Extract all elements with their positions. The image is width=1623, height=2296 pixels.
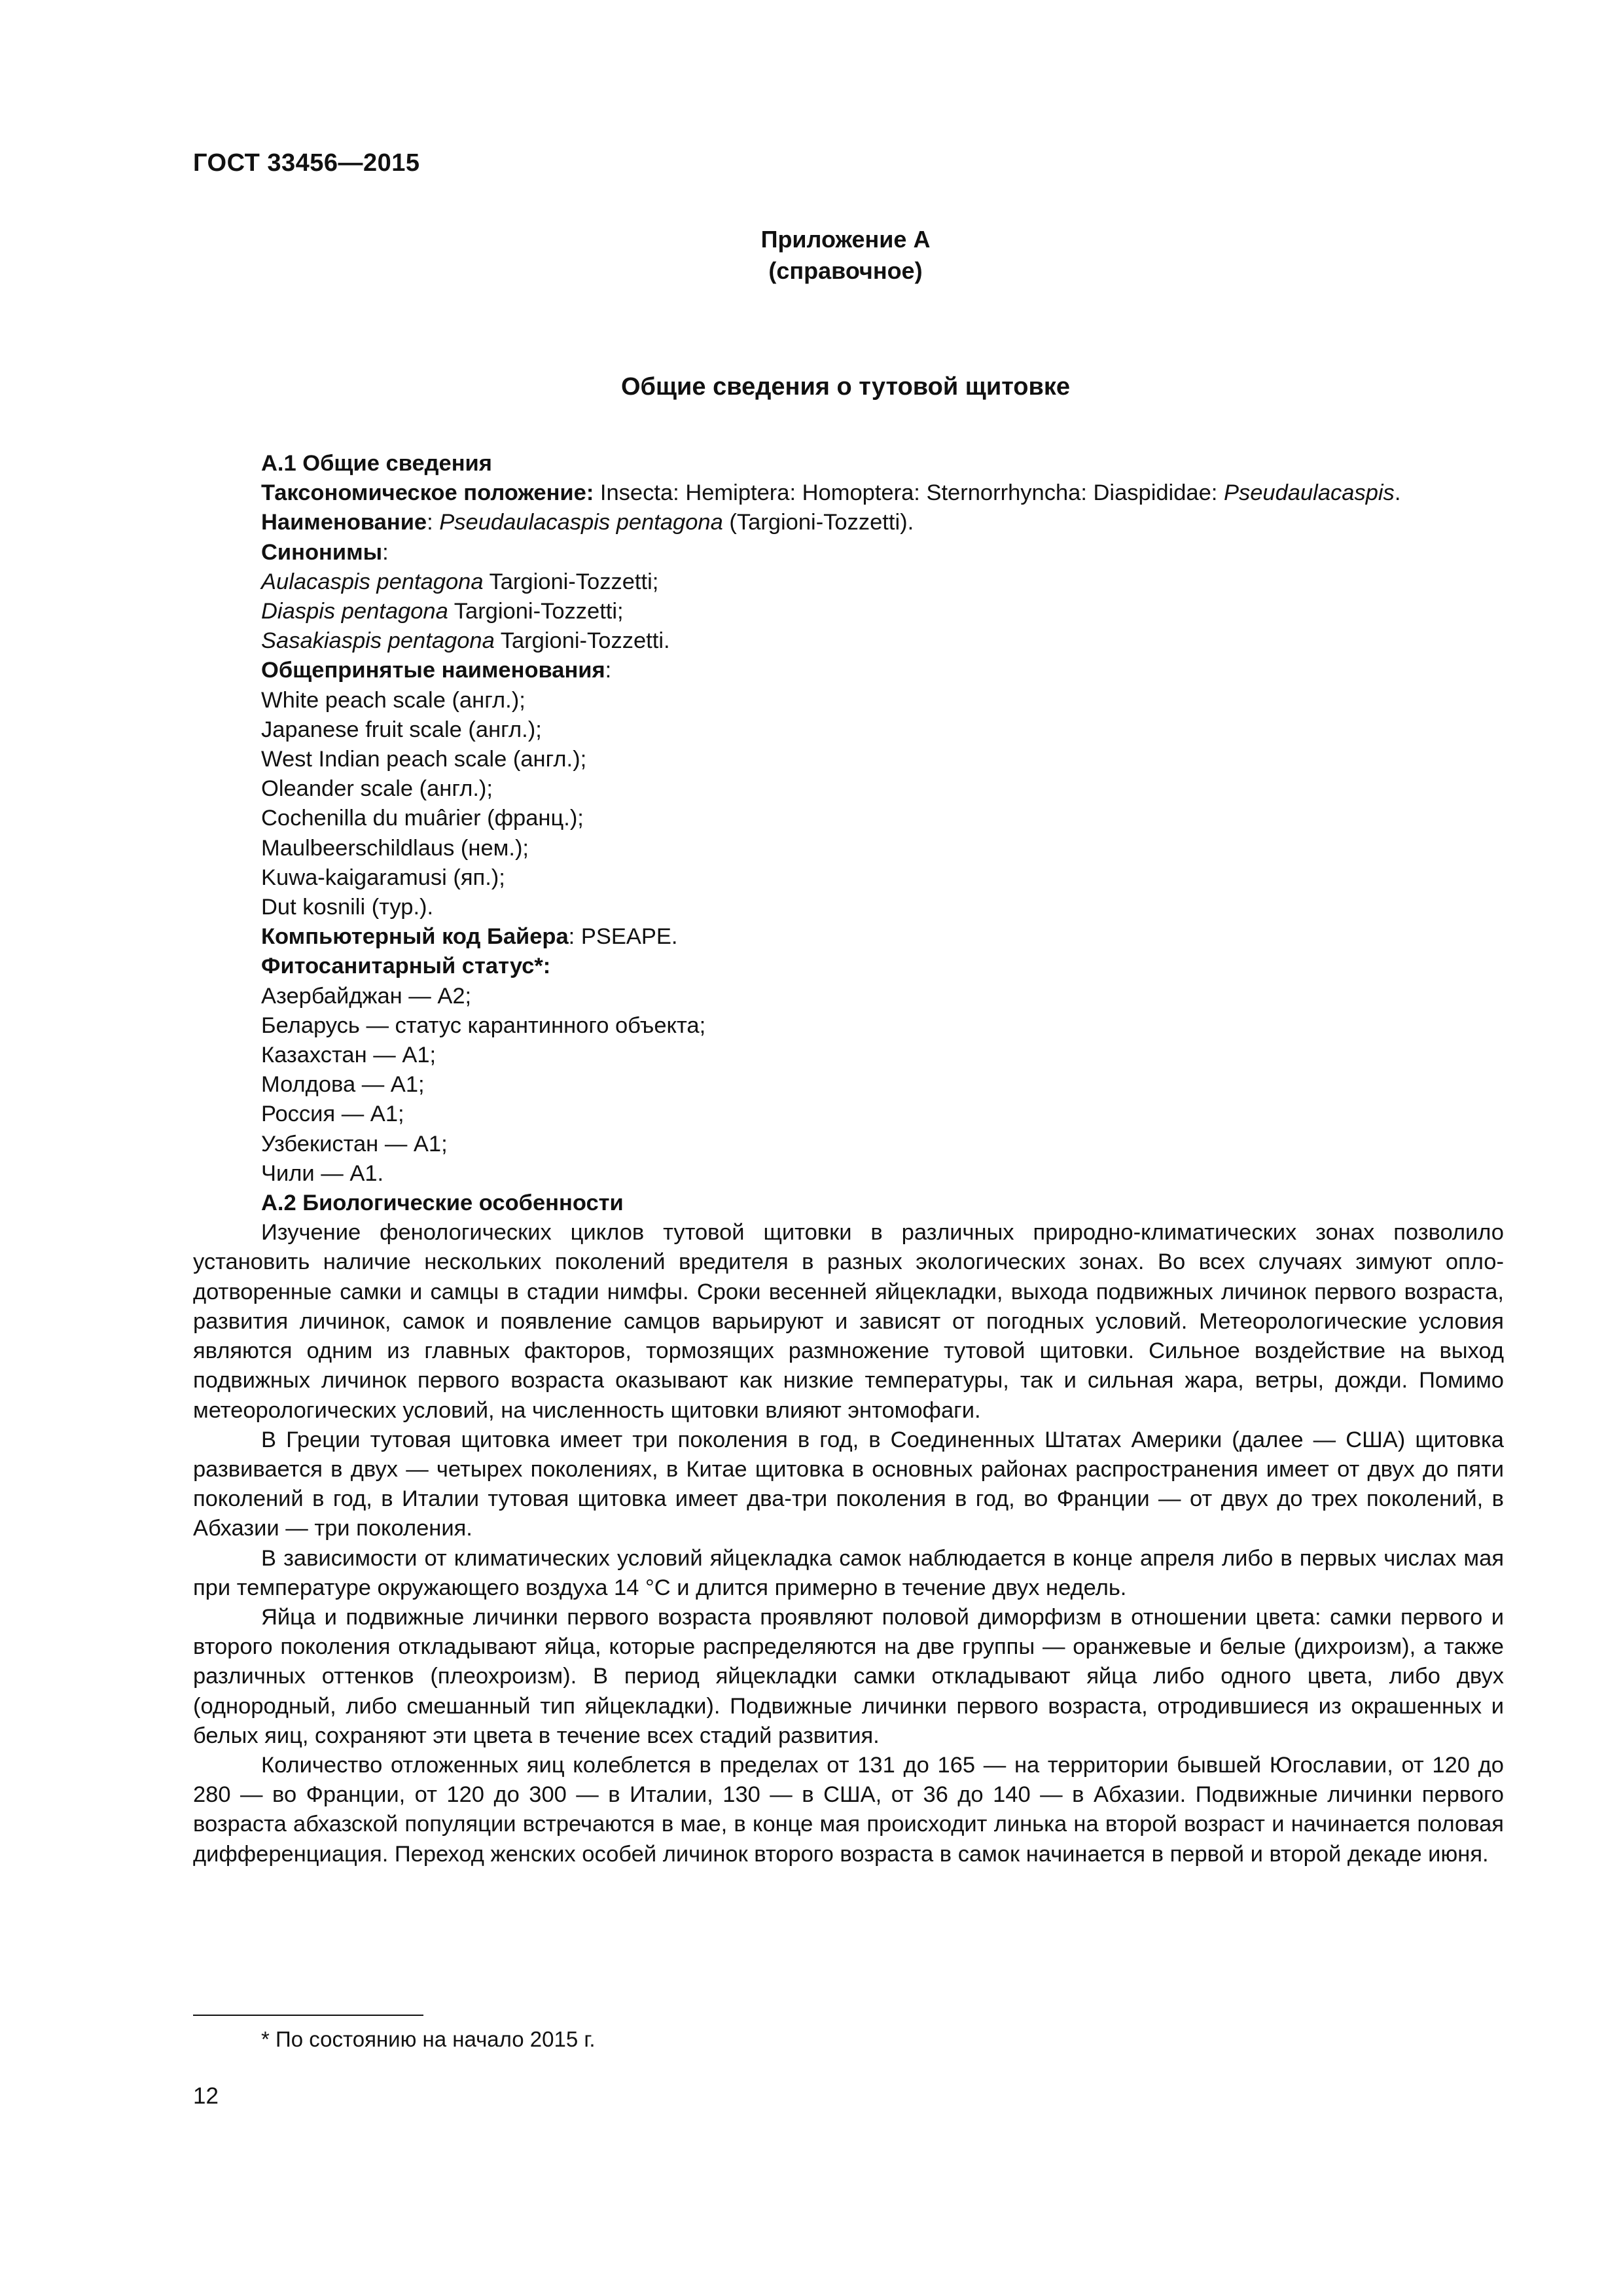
common-name-item: Maulbeerschildlaus (нем.); [261,835,529,861]
annex-title: Приложение А [760,226,931,253]
synonyms-colon: : [382,539,389,565]
common-names-label-line [193,656,1504,685]
bayer-code-line [193,922,1504,952]
common-name-item: Japanese fruit scale (англ.); [261,717,542,742]
name-author: (Targioni-Tozzetti). [722,510,914,535]
taxonomy-end: . [1394,480,1401,506]
bayer-code-value: : PSEAPE. [568,924,678,950]
synonym-item [193,567,1504,597]
synonyms-label-line [193,538,1504,567]
synonym-author: Targioni-Tozzetti; [483,569,659,594]
annex-heading [0,224,1623,287]
body-paragraph: Количество отложенных яиц колеблется в пределах от 131 до 165 — на территории бывшей Югославии, от 120 до 280 — во Франции, от 120 до 300 — в Италии, 130 — в США, от 36 до 140 — в Абхазии. Подвижные личинки первого возраста абхазской популяции встречаются в мае, в конце мая происходит линька на второй возраст и начинается половая дифференциация. Переход женских особей личинок второго возраста в самок начинается в первой и второй декаде июня. [193,1752,1504,1867]
section-a2-heading: А.2 Биологические особенности [261,1191,624,1216]
synonym-author: Targioni-Tozzetti; [448,599,624,624]
taxonomy-line [193,478,1504,508]
common-name-item: White peach scale (англ.); [261,687,526,713]
status-item: Азербайджан — А2; [261,983,472,1009]
common-names-label: Общепринятые наименования [261,658,605,683]
common-name-item: Dut kosnili (тур.). [261,895,434,920]
body-paragraph: Изучение фенологических циклов тутовой щитовки в различных природно-климатических зонах позволило установить наличие нескольких поколений вредителя в разных экологических зонах. Во всех случаях зимуют оплодотворенные самки и самцы в стадии нимфы. Сроки весенней яйцекладки, выхода подвижных личинок первого возраста, развития личинок, самок и появление самцов варьируют и зависят от погодных условий. Метеорологические условия являются одним из главных факторов, тормозящих размножение тутовой щитовки. Сильное воздействие на выход подвижных личинок первого возраста оказывают как низкие температуры, так и сильная жара, ветры, дожди. Помимо метеорологических условий, на численность щитовки влияют энтомофаги. [193,1220,1504,1423]
common-names-colon: : [605,658,612,683]
phytosanitary-status-label: Фитосанитарный статус*: [261,954,551,979]
name-separator: : [427,510,440,535]
body-paragraph: В зависимости от климатических условий яйцекладка самок наблюдается в конце апреля либо в первых числах мая при температуре окружающего воздуха 14 °С и длится примерно в течение двух недель. [193,1545,1504,1600]
common-name-item: West Indian peach scale (англ.); [261,747,587,772]
name-label: Наименование [261,510,427,535]
taxonomy-label: Таксономическое положение: [261,480,594,506]
synonyms-label: Синонимы [261,539,383,565]
status-item: Казахстан — А1; [261,1043,437,1068]
synonym-species: Sasakiaspis pentagona [261,628,495,654]
bayer-code-label: Компьютерный код Байера [261,924,569,950]
synonym-item [193,597,1504,626]
status-item: Беларусь — статус карантинного объекта; [261,1013,706,1038]
synonym-item [193,626,1504,656]
synonym-species: Diaspis pentagona [261,599,448,624]
page-number: 12 [193,2083,219,2109]
common-name-item: Cochenilla du muârier (франц.); [261,806,584,831]
common-name-item: Oleander scale (англ.); [261,776,493,802]
status-item: Россия — А1; [261,1102,404,1127]
footnote: * По состоянию на начало 2015 г. [261,2027,596,2051]
synonym-species: Aulacaspis pentagona [261,569,484,594]
synonym-author: Targioni-Tozzetti. [494,628,670,654]
status-item: Узбекистан — А1; [261,1131,448,1157]
document-body [193,449,1504,1869]
status-item: Чили — А1. [261,1160,384,1186]
taxonomy-genus: Pseudaulacaspis [1223,480,1395,506]
body-paragraph: В Греции тутовая щитовка имеет три поколения в год, в Соединенных Штатах Америки (далее — США) щитовка развивается в двух — четырех поколениях, в Китае щитовка в основных районах распространения имеет от двух до пяти поколений в год, в Италии тутовая щитовка имеет два-три поколения в год, во Франции — от двух до трех поколений, в Абхазии — три поколения. [193,1427,1504,1541]
status-item: Молдова — А1; [261,1072,425,1098]
standard-number-header: ГОСТ 33456—2015 [193,149,420,177]
body-paragraph: Яйца и подвижные личинки первого возраста проявляют половой диморфизм в отношении цвета: самки первого и второго поколения откладывают яйца, которые распределяются на две группы — оранжевые и белые (дихроизм), а также различных оттенков (плеохроизм). В период яйцекладки самки откладывают яйца либо одного цвета, либо двух (однородный, либо смешанный тип яйцекладки). Подвижные личинки первого возраста, отродившиеся из окрашенных и белых яиц, сохраняют эти цвета в течение всех стадий развития. [193,1604,1504,1748]
section-a1-heading: А.1 Общие сведения [261,451,492,476]
taxonomy-value: Insecta: Hemiptera: Homoptera: Sternorrhyncha: Diaspididae: [594,480,1224,506]
footnote-separator [193,2015,423,2016]
name-line [193,508,1504,537]
annex-kind: (справочное) [768,257,923,284]
name-species: Pseudaulacaspis pentagona [439,510,723,535]
common-name-item: Kuwa-kaigaramusi (яп.); [261,865,505,890]
document-title: Общие сведения о тутовой щитовке [620,373,1071,401]
